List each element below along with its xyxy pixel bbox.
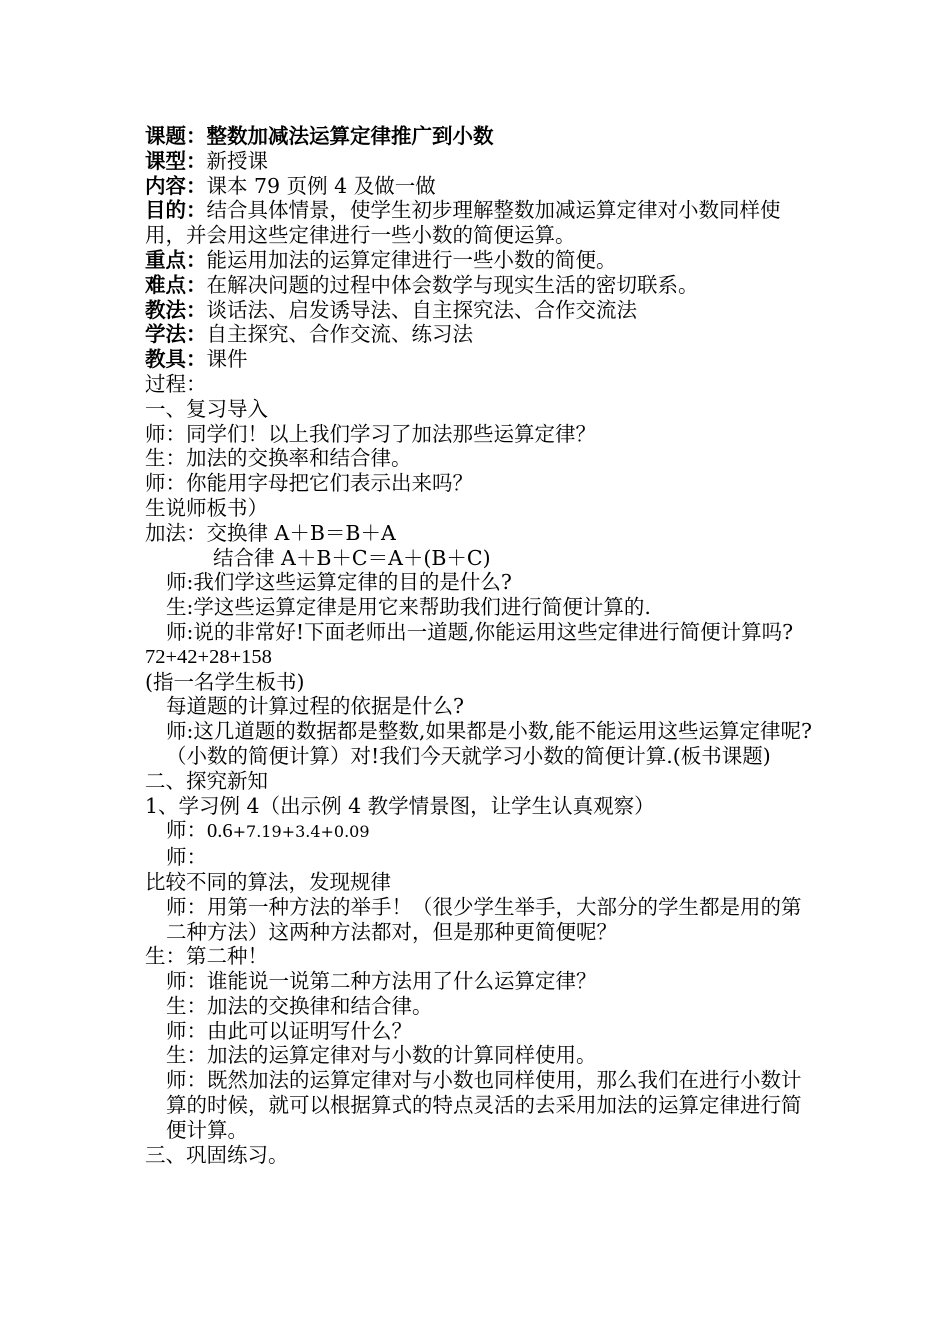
teacher-line: 师： [166, 845, 207, 870]
question-line: 每道题的计算过程的依据是什么? [166, 694, 464, 719]
section-1-heading: 一、复习导入 [145, 396, 268, 421]
teach-method-text: 谈话法、启发诱导法、自主探究法、合作交流法 [206, 297, 637, 322]
teacher-line: 师:这几道题的数据都是整数,如果都是小数,能不能运用这些运算定律呢?（小数的简便计算）对!我们今天就学习小数的简便计算.(板书课题) [166, 719, 812, 768]
student-line: 生：加法的交换律和结合律。 [166, 993, 433, 1018]
type-text: 新授课 [206, 148, 268, 173]
lesson-plan [145, 124, 815, 1167]
expression-line: 72+42+28+158 [145, 645, 272, 668]
content-text: 课本 79 页例 4 及做一做 [206, 173, 436, 198]
lesson-content [145, 174, 815, 199]
example-4-line: 1、学习例 4（出示例 4 教学情景图，让学生认真观察） [145, 793, 655, 818]
teacher-line: 师：用第一种方法的举手！（很少学生举手，大部分的学生都是用的第二种方法）这两种方法都对，但是那种更简便呢？ [166, 894, 802, 944]
student-line: 生:学这些运算定律是用它来帮助我们进行简便计算的. [166, 595, 651, 620]
process-heading: 过程： [145, 371, 207, 396]
student-line: 生：加法的交换率和结合律。 [145, 446, 412, 471]
associative-law-line: 结合律 A＋B＋C＝A＋(B＋C) [213, 545, 491, 570]
type-label: 课型： [145, 148, 207, 173]
section-2-heading: 二、探究新知 [145, 768, 268, 793]
lesson-title [145, 124, 815, 149]
teacher-expression-line [145, 818, 815, 845]
student-line: 生说师板书） [145, 495, 268, 520]
lesson-difficulty [145, 273, 815, 298]
teacher-line: 师:我们学这些运算定律的目的是什么? [166, 570, 512, 595]
lesson-teaching-method [145, 298, 815, 323]
teacher-line: 师：谁能说一说第二种方法用了什么运算定律？ [166, 969, 597, 994]
teacher-line: 师：由此可以证明写什么？ [166, 1018, 412, 1043]
lesson-type [145, 149, 815, 174]
student-line: 生：加法的运算定律对与小数的计算同样使用。 [166, 1043, 597, 1068]
lesson-key-point [145, 248, 815, 273]
note-line: (指一名学生板书) [145, 669, 305, 694]
teacher-line: 师：既然加法的运算定律对与小数也同样使用，那么我们在进行小数计算的时候，就可以根据算式的特点灵活的去采用加法的运算定律进行简便计算。 [166, 1068, 802, 1142]
tools-text: 课件 [206, 347, 248, 372]
goal-text: 结合具体情景，使学生初步理解整数加减运算定律对小数同样使用，并会用这些定律进行一些小数的简便运算。 [145, 198, 781, 248]
teacher-line: 师:说的非常好!下面老师出一道题,你能运用这些定律进行简便计算吗? [166, 619, 794, 644]
key-text: 能运用加法的运算定律进行一些小数的简便。 [206, 247, 617, 272]
compare-line: 比较不同的算法，发现规律 [145, 869, 391, 894]
lesson-goal [145, 198, 815, 248]
teacher-line: 师：你能用字母把它们表示出来吗？ [145, 471, 473, 496]
teacher-line: 师：同学们！以上我们学习了加法那些运算定律？ [145, 421, 596, 446]
section-3-heading: 三、巩固练习。 [145, 1142, 289, 1167]
lesson-learning-method [145, 322, 815, 347]
difficulty-label: 难点： [145, 272, 207, 297]
commutative-law-line: 加法：交换律 A＋B＝B＋A [145, 520, 396, 545]
goal-label: 目的： [145, 198, 207, 223]
title-label: 课题： [145, 124, 207, 148]
expression-rest: +7.19+3.4+0.09 [232, 822, 370, 842]
learn-method-text: 自主探究、合作交流、练习法 [206, 322, 473, 347]
difficulty-text: 在解决问题的过程中体会数学与现实生活的密切联系。 [206, 272, 699, 297]
tools-label: 教具： [145, 347, 207, 372]
teacher-prefix: 师： [166, 818, 207, 843]
teach-method-label: 教法： [145, 297, 207, 322]
student-line: 生：第二种！ [145, 944, 268, 969]
expression-first-term: 0.6 [207, 820, 233, 843]
content-label: 内容： [145, 173, 207, 198]
key-label: 重点： [145, 247, 207, 272]
lesson-tools [145, 347, 815, 372]
title-text: 整数加减法运算定律推广到小数 [206, 124, 494, 148]
learn-method-label: 学法： [145, 322, 207, 347]
